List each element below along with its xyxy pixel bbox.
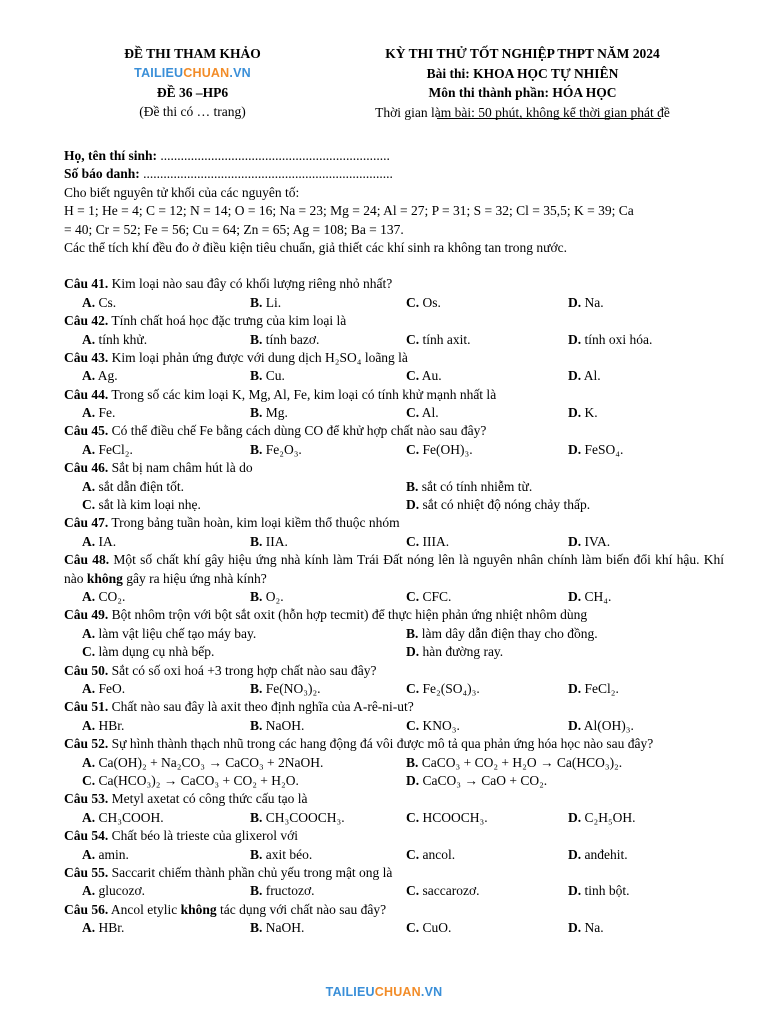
- candidate-name-line: Họ, tên thí sinh: ....................................................................: [64, 148, 390, 163]
- header-underline: [437, 118, 661, 119]
- option-a: A. FeCl₂.: [82, 441, 133, 457]
- time-note: Thời gian làm bài: 50 phút, không kể thời gian phát đề: [375, 104, 670, 120]
- option-d: D. tinh bột.: [568, 883, 630, 899]
- option-b: B. Fe₂O₃.: [250, 441, 302, 457]
- exam-body: [64, 147, 724, 937]
- option-d: D. tính oxi hóa.: [568, 331, 653, 347]
- option-c: C. Fe(OH)₃.: [406, 441, 473, 457]
- option-a: A. Cs.: [82, 294, 117, 310]
- test-name: Bài thi: KHOA HỌC TỰ NHIÊN: [426, 65, 619, 81]
- option-d: D. sắt có nhiệt độ nóng chảy thấp.: [406, 497, 591, 513]
- question-41: Câu 41. Kim loại nào sau đây có khối lượng riêng nhỏ nhất?: [64, 276, 393, 292]
- option-c: C. ancol.: [406, 846, 456, 862]
- option-c: C. saccarozơ.: [406, 883, 480, 899]
- question-55-options: [64, 882, 724, 900]
- option-a: A. tính khử.: [82, 331, 148, 347]
- question-46-options-row2: [64, 496, 724, 514]
- question-54: Câu 54. Chất béo là trieste của glixerol với: [64, 828, 298, 844]
- option-d: D. Na.: [568, 920, 604, 936]
- option-d: D. Al(OH)₃.: [568, 717, 634, 733]
- option-b: B. CH₃COOCH₃.: [250, 809, 345, 825]
- question-45: Câu 45. Có thể điều chế Fe bằng cách dùng CO để khử hợp chất nào sau đây?: [64, 423, 487, 439]
- option-b: B. axit béo.: [250, 846, 313, 862]
- question-43: Câu 43. Kim loại phản ứng được với dung dịch H₂SO₄ loãng là: [64, 349, 408, 365]
- question-49: Câu 49. Bột nhôm trộn với bột sắt oxit (hỗn hợp tecmit) để thực hiện phản ứng nhiệt nhôm dùng: [64, 607, 588, 623]
- question-47: Câu 47. Trong bảng tuần hoàn, kim loại kiềm thổ thuộc nhóm: [64, 515, 400, 531]
- option-c: C. sắt là kim loại nhẹ.: [82, 497, 201, 513]
- question-54-options: [64, 846, 724, 864]
- question-43-options: [64, 367, 724, 385]
- question-48-options: [64, 588, 724, 606]
- option-c: C. tính axit.: [406, 331, 471, 347]
- question-46: Câu 46. Sắt bị nam châm hút là do: [64, 460, 253, 476]
- option-a: A. Ca(OH)₂ + Na₂CO₃ → CaCO₃ + 2NaOH.: [82, 754, 324, 770]
- option-a: A. Fe.: [82, 405, 116, 421]
- question-42-options: [64, 331, 724, 349]
- question-52: Câu 52. Sự hình thành thạch nhũ trong các hang động đá vôi được mô tả qua phản ứng hóa học nào sau đây?: [64, 736, 654, 752]
- option-b: B. tính bazơ.: [250, 331, 320, 347]
- option-a: A. sắt dẫn điện tốt.: [82, 478, 184, 494]
- question-51-options: [64, 717, 724, 735]
- option-c: C. Ca(HCO₃)₂ → CaCO₃ + CO₂ + H₂O.: [82, 772, 299, 788]
- option-d: D. CaCO₃ → CaO + CO₂.: [406, 772, 548, 788]
- option-b: B. NaOH.: [250, 920, 305, 936]
- option-b: B. IIA.: [250, 533, 288, 549]
- question-56-options: [64, 919, 724, 937]
- question-53: Câu 53. Metyl axetat có công thức cấu tạo là: [64, 791, 308, 807]
- option-b: B. làm dây dẫn điện thay cho đồng.: [406, 625, 598, 641]
- exam-code: ĐỀ 36 –HP6: [156, 84, 229, 100]
- atomic-mass-line-2: = 40; Cr = 52; Fe = 56; Cu = 64; Zn = 65; Ag = 108; Ba = 137.: [64, 221, 404, 237]
- candidate-number-line: Số báo danh: ..........................................................................: [64, 166, 393, 182]
- option-d: D. hàn đường ray.: [406, 644, 504, 660]
- option-c: C. làm dụng cụ nhà bếp.: [82, 644, 215, 660]
- option-d: D. Na.: [568, 294, 604, 310]
- question-52-options-row2: [64, 772, 724, 790]
- subject-name: Môn thi thành phần: HÓA HỌC: [428, 85, 617, 100]
- question-45-options: [64, 441, 724, 459]
- header-left: [100, 44, 285, 122]
- option-b: B. Cu.: [250, 368, 285, 384]
- option-a: A. FeO.: [82, 680, 126, 696]
- question-49-options-row1: [64, 625, 724, 643]
- option-b: B. sắt có tính nhiễm từ.: [406, 478, 533, 494]
- option-d: D. IVA.: [568, 533, 611, 549]
- atomic-mass-line-1: H = 1; He = 4; C = 12; N = 14; O = 16; Na = 23; Mg = 24; Al = 27; P = 31; S = 32; Cl = 35,5; K = 39; Ca: [64, 203, 634, 219]
- question-42: Câu 42. Tính chất hoá học đặc trưng của kim loại là: [64, 313, 347, 329]
- footer: [0, 983, 768, 1002]
- option-b: B. Li.: [250, 294, 282, 310]
- footer-logo: TAILIEUCHUAN.VN: [325, 985, 443, 999]
- option-d: D. FeSO₄.: [568, 441, 624, 457]
- option-c: C. CuO.: [406, 920, 452, 936]
- question-41-options: [64, 294, 724, 312]
- option-a: A. HBr.: [82, 717, 125, 733]
- option-c: C. Fe₂(SO₄)₃.: [406, 680, 480, 696]
- gas-condition-note: Các thể tích khí đều đo ở điều kiện tiêu chuẩn, giả thiết các khí sinh ra không tan trong nước.: [64, 239, 567, 255]
- option-a: A. làm vật liệu chế tạo máy bay.: [82, 625, 257, 641]
- question-52-options-row1: [64, 754, 724, 772]
- option-a: A. CH₃COOH.: [82, 809, 164, 825]
- option-d: D. Al.: [568, 368, 601, 384]
- option-a: A. amin.: [82, 846, 129, 862]
- page-count-note: (Đề thi có … trang): [139, 104, 246, 119]
- tailieuchuan-logo: TAILIEUCHUAN.VN: [134, 65, 251, 80]
- option-d: D. CH₄.: [568, 589, 612, 605]
- option-b: B. O₂.: [250, 589, 284, 605]
- option-a: A. glucozơ.: [82, 883, 145, 899]
- header-right: [340, 44, 705, 122]
- exam-title: KỲ THI THỬ TỐT NGHIỆP THPT NĂM 2024: [385, 46, 660, 61]
- option-d: D. C₂H₅OH.: [568, 809, 636, 825]
- question-44-options: [64, 404, 724, 422]
- question-49-options-row2: [64, 643, 724, 661]
- question-50-options: [64, 680, 724, 698]
- option-b: B. CaCO₃ + CO₂ + H₂O → Ca(HCO₃)₂.: [406, 754, 623, 770]
- option-b: B. Fe(NO₃)₂.: [250, 680, 321, 696]
- option-c: C. HCOOCH₃.: [406, 809, 488, 825]
- question-51: Câu 51. Chất nào sau đây là axit theo định nghĩa của A-rê-ni-ut?: [64, 699, 414, 715]
- option-b: B. NaOH.: [250, 717, 305, 733]
- option-c: C. IIIA.: [406, 533, 450, 549]
- option-a: A. CO₂.: [82, 589, 126, 605]
- option-d: D. anđehit.: [568, 846, 628, 862]
- question-48: Câu 48. Một số chất khí gây hiệu ứng nhà kính làm Trái Đất nóng lên là nguyên nhân chính làm biến đổi khí hậu. Khí nào không gây ra hiệu ứng nhà kính?: [64, 552, 724, 586]
- option-b: B. Mg.: [250, 405, 288, 421]
- header-left-title: ĐỀ THI THAM KHẢO: [124, 46, 261, 61]
- question-56: Câu 56. Ancol etylic không tác dụng với chất nào sau đây?: [64, 901, 387, 917]
- option-d: D. FeCl₂.: [568, 680, 619, 696]
- option-b: B. fructozơ.: [250, 883, 315, 899]
- option-c: C. Al.: [406, 405, 439, 421]
- option-c: C. Os.: [406, 294, 441, 310]
- option-d: D. K.: [568, 405, 598, 421]
- option-c: C. CFC.: [406, 589, 452, 605]
- question-47-options: [64, 533, 724, 551]
- option-c: C. KNO₃.: [406, 717, 460, 733]
- option-a: A. Ag.: [82, 368, 118, 384]
- option-a: A. IA.: [82, 533, 117, 549]
- option-c: C. Au.: [406, 368, 442, 384]
- atomic-mass-intro: Cho biết nguyên tử khối của các nguyên tố:: [64, 184, 300, 200]
- question-55: Câu 55. Saccarit chiếm thành phần chủ yếu trong mật ong là: [64, 864, 393, 880]
- question-46-options-row1: [64, 478, 724, 496]
- option-a: A. HBr.: [82, 920, 125, 936]
- question-50: Câu 50. Sắt có số oxi hoá +3 trong hợp chất nào sau đây?: [64, 662, 377, 678]
- question-53-options: [64, 809, 724, 827]
- question-44: Câu 44. Trong số các kim loại K, Mg, Al, Fe, kim loại có tính khử mạnh nhất là: [64, 386, 497, 402]
